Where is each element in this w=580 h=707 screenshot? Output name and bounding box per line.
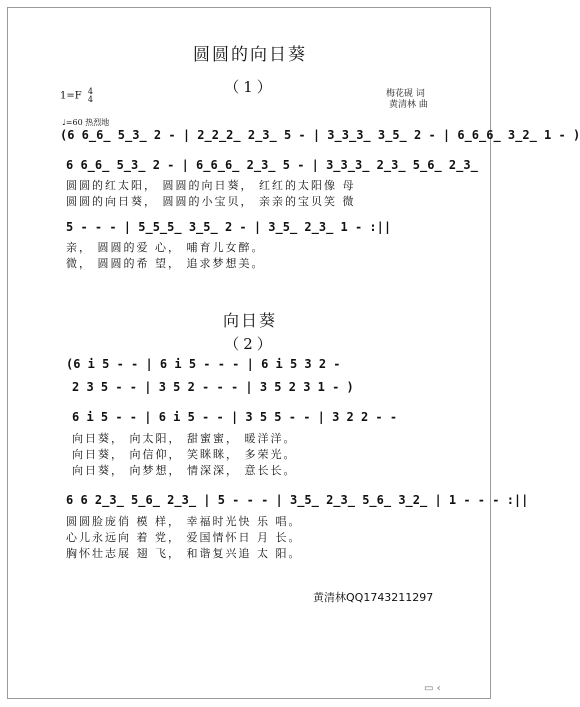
song2-lyric-a1: 向日葵， 向太阳， 甜蜜蜜， 暖洋洋。 bbox=[72, 432, 297, 445]
song1-lyric-a2: 圆圆的向日葵， 圆圆的小宝贝， 亲亲的宝贝笑 微 bbox=[66, 195, 356, 208]
song1-number: （1） bbox=[224, 78, 276, 96]
lyricist-credit: 梅花砚 词 bbox=[386, 89, 425, 99]
song1-intro-line: (6 6̲6̲ 5̲3̲ 2 - | 2̲2̲2̲ 2̲3̲ 5 - | 3̲3̲3̲ 3̲5̲ 2 - | 6̲6̲6̲ 3̲2̲ 1 - ) bbox=[60, 128, 580, 142]
song2-melody-a: 6 i 5 - - | 6 i 5 - - | 3 5 5 - - | 3 2 2 - - bbox=[72, 410, 398, 424]
song2-intro-line2: 2 3 5 - - | 3 5 2 - - - | 3 5 2 3 1 - ) bbox=[72, 380, 354, 394]
time-top: 4 bbox=[87, 87, 93, 96]
key-signature: 1=F bbox=[60, 90, 82, 102]
song1-lyric-b2: 微， 圆圆的希 望， 追求梦想美。 bbox=[66, 257, 265, 270]
song2-number: （2） bbox=[224, 335, 276, 353]
song2-lyric-a3: 向日葵， 向梦想， 情深深， 意长长。 bbox=[72, 464, 297, 477]
composer-signature: 黄清林QQ1743211297 bbox=[313, 591, 434, 604]
time-signature bbox=[88, 88, 93, 104]
song2-melody-b: 6 6 2̲3̲ 5̲6̲ 2̲3̲ | 5 - - - | 3̲5̲ 2̲3̲ 5̲6̲ 3̲2̲ | 1 - - - :|| bbox=[66, 493, 529, 507]
song1-key bbox=[60, 88, 93, 104]
song2-lyric-a2: 向日葵， 向信仰， 笑眯眯， 多荣光。 bbox=[72, 448, 297, 461]
composer-credit: 黄清林 曲 bbox=[389, 100, 428, 110]
tempo-marking: ♩=60 热烈地 bbox=[62, 118, 110, 127]
song1-melody-b: 5 - - - | 5̲5̲5̲ 3̲5̲ 2 - | 3̲5̲ 2̲3̲ 1 - :|| bbox=[66, 220, 392, 234]
song1-title: 圆圆的向日葵 bbox=[193, 45, 307, 65]
song2-lyric-b3: 胸怀壮志展 翅 飞， 和谐复兴追 太 阳。 bbox=[66, 547, 302, 560]
song1-melody-a: 6 6̲6̲ 5̲3̲ 2 - | 6̲6̲6̲ 2̲3̲ 5 - | 3̲3̲3̲ 2̲3̲ 5̲6̲ 2̲3̲ bbox=[66, 158, 478, 172]
song2-intro-line1: (6 i 5 - - | 6 i 5 - - - | 6 i 5 3 2 - bbox=[66, 357, 341, 371]
song2-lyric-b1: 圆圆脸庞俏 模 样， 幸福时光快 乐 唱。 bbox=[66, 515, 302, 528]
song1-lyric-a1: 圆圆的红太阳， 圆圆的向日葵， 红红的太阳像 母 bbox=[66, 179, 356, 192]
song2-title: 向日葵 bbox=[222, 311, 277, 330]
song2-lyric-b2: 心儿永远向 着 党， 爱国情怀日 月 长。 bbox=[66, 531, 302, 544]
song1-lyric-b1: 亲， 圆圆的爱 心， 哺育儿女醉。 bbox=[66, 241, 265, 254]
watermark-icon: ▭ ‹ bbox=[424, 683, 441, 694]
time-bottom: 4 bbox=[87, 95, 93, 104]
